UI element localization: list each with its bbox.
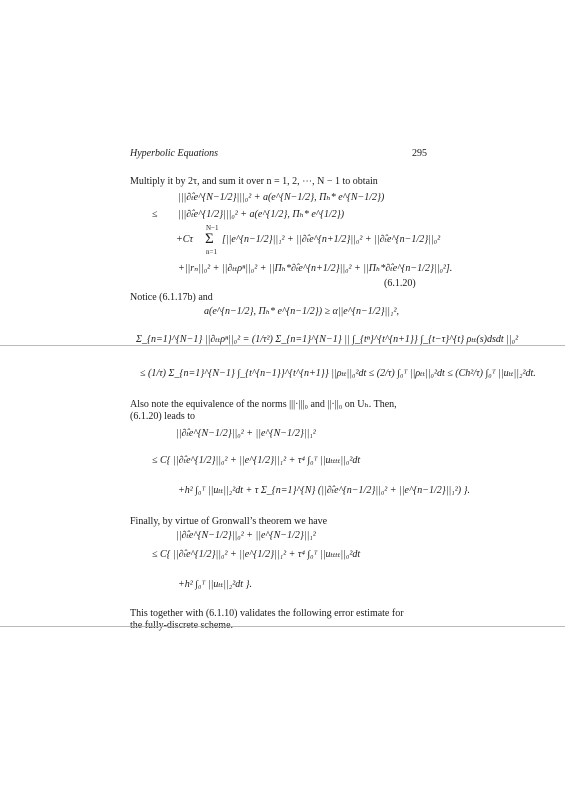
paragraph-notice: Notice (6.1.17b) and [130, 292, 213, 303]
equation-line-8: ||∂̂ₜe^{N−1/2}||₀² + ||e^{N−1/2}||₁² [176, 428, 316, 439]
equation-line-12: ≤ C{ ||∂̂ₜe^{1/2}||₀² + ||e^{1/2}||₁² + τ⁴ ∫₀ᵀ ||uₜₜₜₜ||₀²dt [152, 549, 361, 560]
equation-label-6-1-20: (6.1.20) [384, 278, 416, 289]
equation-line-3: [||e^{n−1/2}||₁² + ||∂̂ₜe^{n+1/2}||₀² + ||∂̂ₜe^{n−1/2}||₀² [222, 234, 441, 245]
running-title: Hyperbolic Equations [130, 148, 219, 159]
relation-le: ≤ [152, 209, 158, 220]
equation-line-4: +||rₙ||₀² + ||∂ₜₜρⁿ||₀² + ||Πₕ*∂̂ₜe^{n+1/2}||₀² + ||Πₕ*∂̂ₜe^{n−1/2}||₀²]. [178, 263, 453, 274]
equation-line-13: +h² ∫₀ᵀ ||uₜₜ||₂²dt }. [178, 579, 253, 590]
paragraph-finally: Finally, by virtue of Gronwall’s theorem we have [130, 516, 328, 527]
paragraph-also-note-2: (6.1.20) leads to [130, 411, 195, 422]
paragraph-closing-1: This together with (6.1.10) validates the following error estimate for [130, 608, 404, 619]
paragraph-also-note-1: Also note the equivalence of the norms |||·|||₀ and ||·||₀ on Uₕ. Then, [130, 399, 397, 410]
sum-upper-limit: N−1 [206, 224, 219, 232]
page-number: 295 [412, 148, 427, 159]
sum-lower-limit: n=1 [206, 248, 217, 256]
sum-sign: Σ [205, 231, 214, 247]
equation-line-9: ≤ C{ ||∂̂ₜe^{1/2}||₀² + ||e^{1/2}||₁² + τ⁴ ∫₀ᵀ ||uₜₜₜₜ||₀²dt [152, 455, 361, 466]
equation-line-2: |||∂̂ₜe^{1/2}|||₀² + a(e^{1/2}, Πₕ* e^{1/2}) [178, 209, 345, 220]
horizontal-rule-top [0, 345, 565, 346]
equation-line-7: ≤ (1/τ) Σ_{n=1}^{N−1} ∫_{t^{n−1}}^{t^{n+1}} ||ρₜₜ||₀²dt ≤ (2/τ) ∫₀ᵀ ||ρₜₜ||₀²dt ≤ (Ch²/τ) ∫₀ᵀ ||uₜₜ||₂²dt. [140, 368, 536, 379]
paragraph-intro: Multiply it by 2τ, and sum it over n = 1, 2, ⋯, N − 1 to obtain [130, 176, 378, 187]
equation-line-1: |||∂̂ₜe^{N−1/2}|||₀² + a(e^{N−1/2}, Πₕ* e^{N−1/2}) [178, 192, 385, 203]
equation-line-10: +h² ∫₀ᵀ ||uₜₜ||₂²dt + τ Σ_{n=1}^{N} (||∂̂ₜe^{n−1/2}||₀² + ||e^{n−1/2}||₁²) }. [178, 485, 471, 496]
equation-line-3-lead: +Cτ [176, 234, 193, 245]
equation-line-6: Σ_{n=1}^{N−1} ||∂ₜₜρⁿ||₀² = (1/τ²) Σ_{n=1}^{N−1} || ∫_{tⁿ}^{t^{n+1}} ∫_{t−τ}^{t} ρₜₜ(s)dsdt ||₀² [136, 334, 519, 345]
horizontal-rule-bottom [0, 626, 565, 627]
equation-line-5: a(e^{n−1/2}, Πₕ* e^{n−1/2}) ≥ α||e^{n−1/2}||₁², [204, 306, 399, 317]
equation-line-11: ||∂̂ₜe^{N−1/2}||₀² + ||e^{N−1/2}||₁² [176, 530, 316, 541]
